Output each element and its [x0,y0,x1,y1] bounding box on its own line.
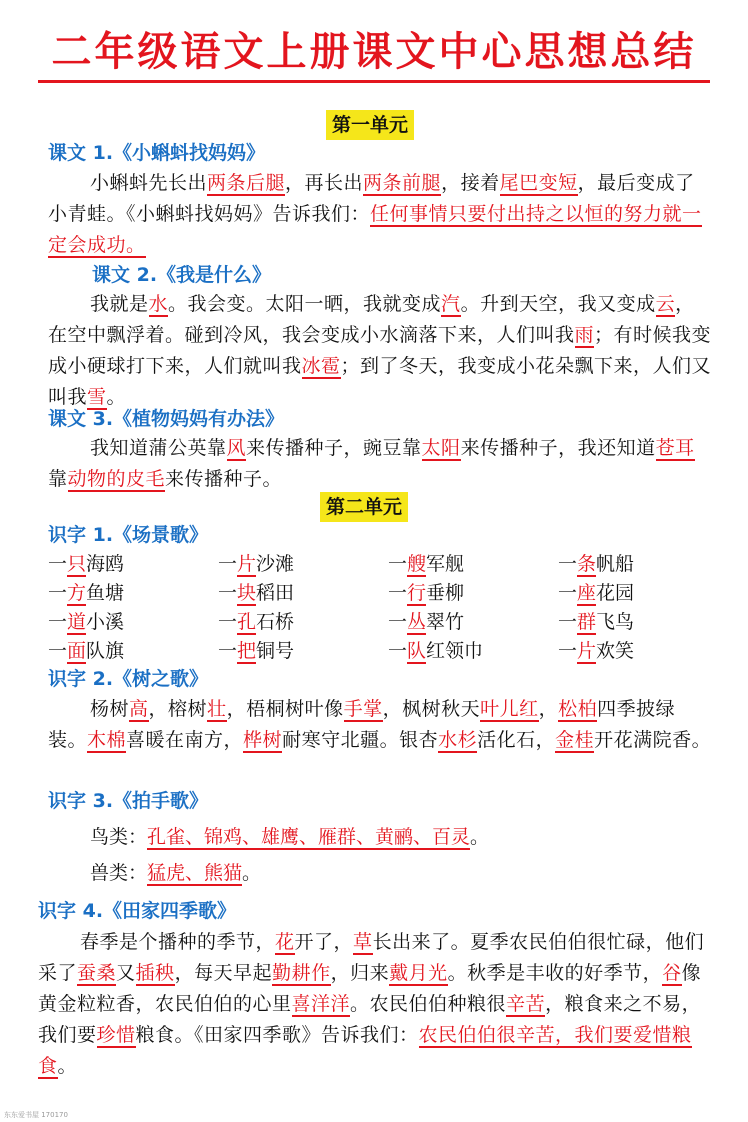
highlight: 座 [577,582,597,604]
text: 来传播种子，我还知道 [460,437,656,459]
birds-line [90,822,489,852]
highlight: 珍惜 [96,1024,136,1046]
text: 像黄金粒粒香，农民伯伯的心里 [38,962,702,1015]
text: 军舰 [426,553,465,575]
highlight: 行 [407,582,427,604]
highlight: 孔雀、锦鸡、雄鹰、雁群、黄鹂、百灵 [147,826,471,848]
highlight: 冰雹 [301,355,341,377]
grid-cell [388,579,558,608]
highlight: 木棉 [87,729,127,751]
text: 一 [218,582,238,604]
text: 开了， [294,931,354,953]
highlight: 金桂 [555,729,595,751]
measure-word-grid [48,550,728,666]
text: 帆船 [596,553,635,575]
section-heading-tree-song: 识字 2.《树之歌》 [48,668,209,690]
grid-cell [558,550,728,579]
text: 。农民伯伯种粮很 [350,993,507,1015]
beasts-label: 兽类： [90,862,148,884]
highlight: 队 [407,640,427,662]
text: 。 [106,386,127,408]
text: 春季是个播种的季节， [80,931,276,953]
text: ，再长出 [285,172,364,194]
highlight: 动物的皮毛 [67,468,166,490]
text: 垂柳 [426,582,465,604]
section-heading-tadpole: 课文 1.《小蝌蚪找妈妈》 [48,142,266,164]
text: 粮食。《田家四季歌》告诉我们： [135,1024,419,1046]
text: 翠竹 [426,611,465,633]
grid-cell [218,608,388,637]
text: ；有时候我变成小硬球打下来，人们就叫我 [48,324,712,377]
highlight: 面 [67,640,87,662]
text: 一 [558,582,578,604]
highlight: 道 [67,611,87,633]
grid-row [48,550,728,579]
text: 长出来了。夏季农民伯伯很忙碌，他们采了 [38,931,705,984]
grid-row [48,579,728,608]
text: 一 [388,611,408,633]
grid-cell [558,579,728,608]
text: 花园 [596,582,635,604]
text: 喜暖在南方， [126,729,244,751]
highlight: 农民伯伯很辛苦，我们要爱惜粮食 [38,1024,692,1077]
text: 。 [57,1055,78,1077]
highlight: 丛 [407,611,427,633]
highlight: 汽 [441,293,461,315]
highlight: 风 [226,437,247,459]
text: 一 [558,553,578,575]
text: 。升到天空，我又变成 [460,293,656,315]
text: ，榕树 [148,698,208,720]
highlight: 块 [237,582,257,604]
highlight: 片 [577,640,597,662]
section-heading-scene-song: 识字 1.《场景歌》 [48,524,209,546]
text: 四季披绿装。 [48,698,676,751]
highlight: 尾巴变短 [499,172,578,194]
highlight: 两条后腿 [207,172,286,194]
text: 沙滩 [256,553,295,575]
highlight: 蚕桑 [77,962,117,984]
grid-cell [48,608,218,637]
text: ，粮食来之不易，我们要 [38,993,702,1046]
text: ， [538,698,559,720]
grid-cell [558,637,728,666]
text: 一 [388,640,408,662]
highlight: 勤耕作 [272,962,331,984]
text: 一 [48,611,68,633]
highlight: 两条前腿 [363,172,442,194]
text: 活化石， [477,729,556,751]
highlight: 猛虎、熊猫 [147,862,243,884]
text: 一 [388,582,408,604]
highlight: 叶儿红 [480,698,539,720]
highlight: 艘 [407,553,427,575]
grid-cell [388,608,558,637]
text: 鱼塘 [86,582,125,604]
beasts-line [90,858,261,888]
text: 一 [218,553,238,575]
text: ，每天早起 [174,962,273,984]
section-heading-clap-song: 识字 3.《拍手歌》 [48,790,209,812]
text: 铜号 [256,640,295,662]
text: 。我会变。太阳一晒，我就变成 [168,293,442,315]
grid-cell [388,550,558,579]
text: 一 [558,611,578,633]
highlight: 云 [655,293,676,315]
text: 耐寒守北疆。银杏 [282,729,439,751]
highlight: 桦树 [243,729,283,751]
highlight: 插秧 [135,962,175,984]
highlight: 群 [577,611,597,633]
text: 来传播种子，豌豆靠 [246,437,422,459]
text: 来传播种子。 [165,468,283,490]
highlight: 水杉 [438,729,478,751]
text: 一 [48,640,68,662]
highlight: 太阳 [421,437,461,459]
text: 。秋季是丰收的好季节， [447,962,663,984]
grid-cell [218,550,388,579]
text: 石桥 [256,611,295,633]
text: 靠 [48,468,68,490]
text: 一 [218,611,238,633]
grid-cell [48,579,218,608]
text: ，梧桐树叶像 [226,698,344,720]
highlight: 戴月光 [389,962,448,984]
highlight: 条 [577,553,597,575]
text: 一 [48,553,68,575]
highlight: 壮 [207,698,227,720]
text: ，归来 [330,962,390,984]
text: 欢笑 [596,640,635,662]
text: 一 [558,640,578,662]
highlight: 片 [237,553,257,575]
text: 开花满院香。 [594,729,712,751]
paragraph-tree-song [48,694,712,756]
text: ；到了冬天，我变成小花朵飘下来，人们又叫我 [48,355,712,408]
paragraph-what-am-i [48,289,712,413]
highlight: 方 [67,582,87,604]
highlight: 高 [129,698,149,720]
highlight: 雨 [574,324,595,346]
text: 一 [388,553,408,575]
page-title: 二年级语文上册课文中心思想总结 [51,29,697,75]
text: 小蝌蚪先长出 [90,172,208,194]
highlight: 辛苦 [506,993,546,1015]
text: 我就是 [90,293,149,315]
highlight: 手掌 [343,698,383,720]
grid-row [48,608,728,637]
highlight: 谷 [662,962,682,984]
text: ，最后变成了小青蛙。《小蝌蚪找妈妈》告诉我们： [48,172,695,225]
text: 海鸥 [86,553,125,575]
highlight: 松柏 [558,698,598,720]
grid-cell [558,608,728,637]
text: 。 [470,826,490,848]
title-underline [38,80,710,83]
text: 队旗 [86,640,125,662]
grid-cell [388,637,558,666]
highlight: 孔 [237,611,257,633]
text: 一 [48,582,68,604]
highlight: 苍耳 [655,437,695,459]
grid-cell [218,637,388,666]
text: 杨树 [90,698,130,720]
unit-one-label: 第一单元 [326,110,414,140]
section-heading-what-am-i: 课文 2.《我是什么》 [92,264,272,286]
grid-cell [218,579,388,608]
text: ，在空中飘浮着。碰到冷风，我会变成小水滴落下来，人们叫我 [48,293,695,346]
text: 飞鸟 [596,611,635,633]
unit-two-label: 第二单元 [320,492,408,522]
text: 小溪 [86,611,125,633]
highlight: 雪 [87,386,107,408]
text: 红领巾 [426,640,484,662]
text: 又 [116,962,136,984]
highlight: 喜洋洋 [291,993,351,1015]
highlight: 水 [148,293,169,315]
grid-row [48,637,728,666]
paragraph-tadpole [48,168,712,261]
paragraph-farm-seasons [38,927,712,1082]
text: 一 [218,640,238,662]
highlight: 草 [353,931,373,953]
paragraph-plant-mothers [48,433,712,495]
section-heading-plant-mothers: 课文 3.《植物妈妈有办法》 [48,408,285,430]
text: 稻田 [256,582,295,604]
section-heading-farm-seasons: 识字 4.《田家四季歌》 [38,900,237,922]
text: ，枫树秋天 [382,698,481,720]
highlight: 任何事情只要付出持之以恒的努力就一定会成功。 [48,203,702,256]
highlight: 把 [237,640,257,662]
grid-cell [48,550,218,579]
grid-cell [48,637,218,666]
highlight: 花 [275,931,295,953]
watermark: 东东爱书屋 170170 [4,1111,68,1119]
text: ，接着 [441,172,500,194]
highlight: 只 [67,553,87,575]
birds-label: 鸟类： [90,826,148,848]
text: 我知道蒲公英靠 [90,437,227,459]
text: 。 [242,862,262,884]
